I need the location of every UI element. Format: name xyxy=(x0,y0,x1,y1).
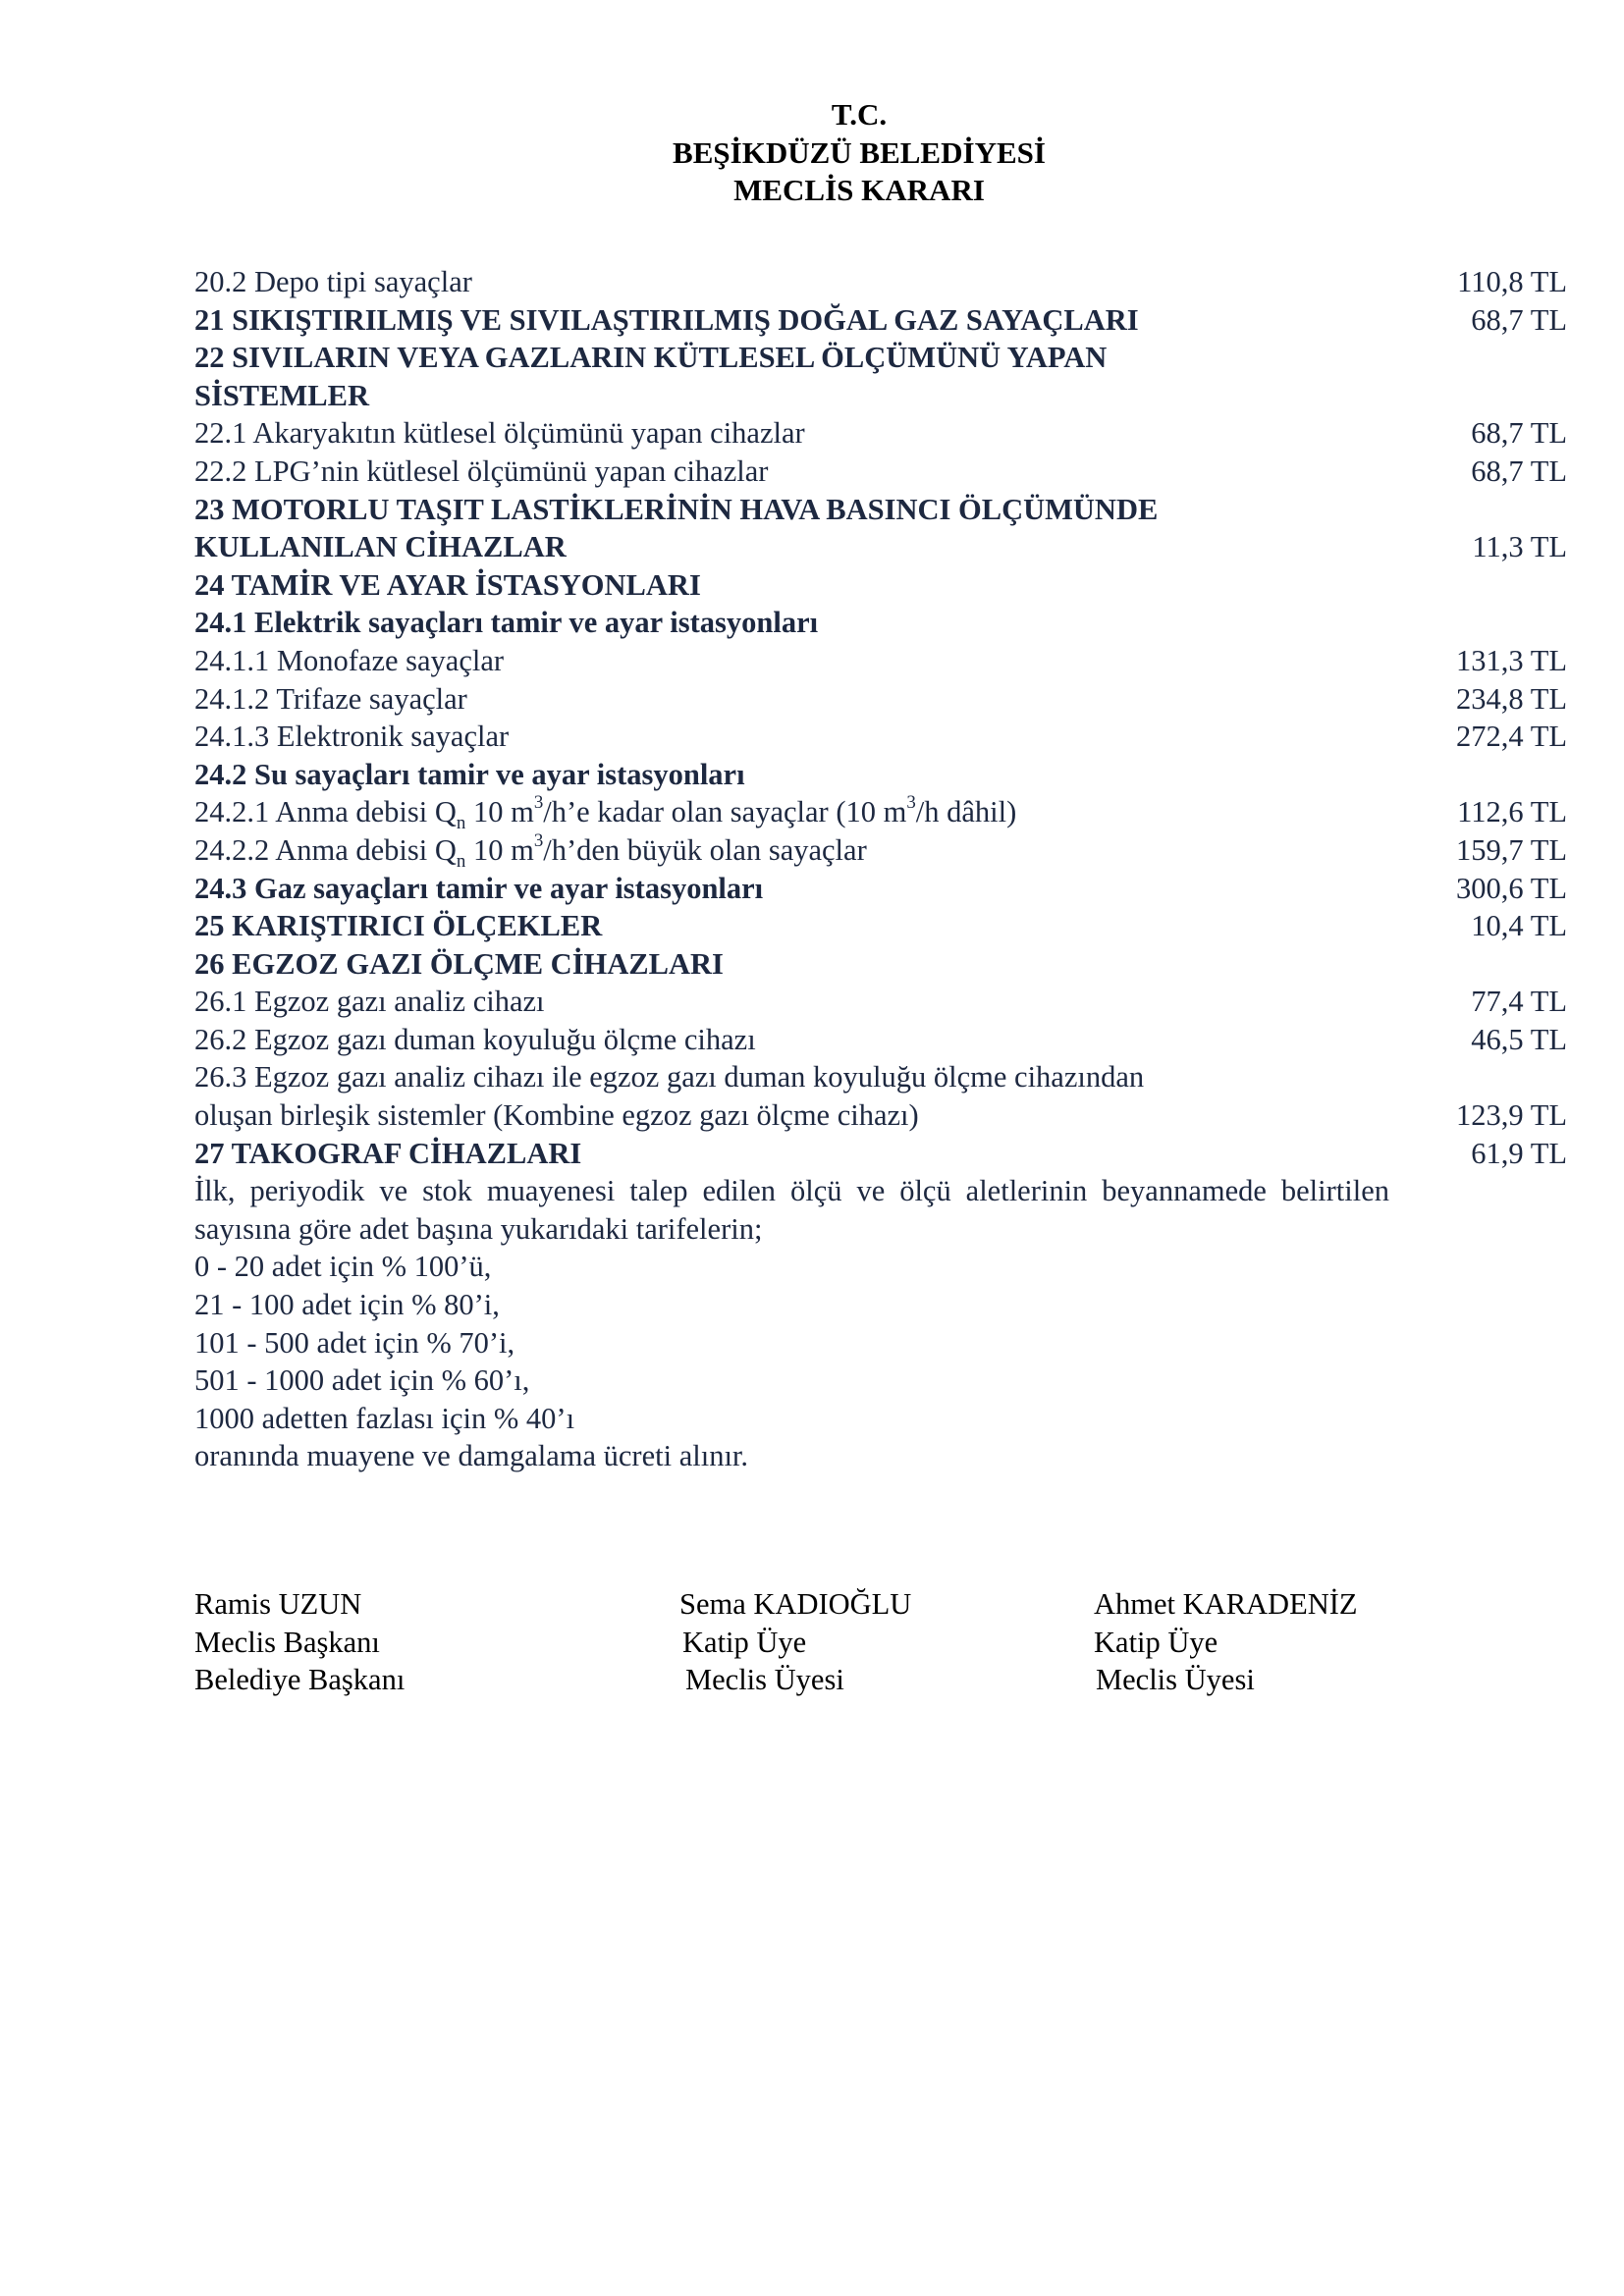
closing-line: oranında muayene ve damgalama ücreti alınır. xyxy=(194,1439,749,1473)
tariff-label: 26.2 Egzoz gazı duman koyuluğu ölçme cihazı xyxy=(194,1022,756,1056)
label-part: n xyxy=(456,851,466,872)
tariff-label: 24.1.2 Trifaze sayaçlar xyxy=(194,681,467,716)
signatory-role: Meclis Üyesi xyxy=(1096,1663,1255,1697)
label-part: /h dâhil) xyxy=(915,795,1017,829)
tariff-price: 68,7 TL xyxy=(1471,416,1567,451)
tariff-row xyxy=(194,263,1567,301)
label-part: 24.2.1 Anma debisi Q xyxy=(194,795,457,829)
label-part: 3 xyxy=(533,829,544,851)
header-tc: T.C. xyxy=(831,97,888,132)
tariff-row xyxy=(194,642,1567,680)
tariff-row xyxy=(194,680,1567,719)
header-council-decision: MECLİS KARARI xyxy=(733,173,985,207)
discount-tier: 1000 adetten fazlası için % 40’ı xyxy=(194,1401,575,1435)
tariff-row xyxy=(194,870,1567,908)
tariff-label: 24.2 Su sayaçları tamir ve ayar istasyonları xyxy=(194,757,745,791)
tariff-price: 159,7 TL xyxy=(1456,832,1567,867)
tariff-label: SİSTEMLER xyxy=(194,378,369,412)
document-header xyxy=(0,96,1624,210)
tariff-row xyxy=(194,983,1567,1021)
tariff-price: 77,4 TL xyxy=(1471,985,1567,1019)
label-part: /h’den büyük olan sayaçlar xyxy=(543,832,867,867)
tariff-label: 22.1 Akaryakıtın kütlesel ölçümünü yapan cihazlar xyxy=(194,416,805,451)
label-part: 10 m xyxy=(465,795,534,829)
tariff-row xyxy=(194,907,1567,945)
discount-tier: 101 - 500 adet için % 70’i, xyxy=(194,1325,515,1360)
tariff-price: 123,9 TL xyxy=(1456,1098,1567,1133)
signatory-name: Sema KADIOĞLU xyxy=(679,1587,912,1621)
tariff-price: 131,3 TL xyxy=(1456,643,1567,677)
tariff-label: 24.1.3 Elektronik sayaçlar xyxy=(194,720,510,754)
discount-tier: 501 - 1000 adet için % 60’ı, xyxy=(194,1363,530,1398)
discount-tier: 0 - 20 adet için % 100’ü, xyxy=(194,1250,492,1284)
tariff-row xyxy=(194,1058,1567,1096)
tariff-label: 24.1.1 Monofaze sayaçlar xyxy=(194,643,505,677)
tariff-price: 300,6 TL xyxy=(1456,871,1567,905)
tariff-row xyxy=(194,566,1567,605)
tariff-label: 27 TAKOGRAF CİHAZLARI xyxy=(194,1136,582,1170)
tariff-row xyxy=(194,453,1567,491)
signatory-role: Katip Üye xyxy=(1094,1625,1218,1659)
label-part: 3 xyxy=(906,792,916,814)
tariff-label: 21 SIKIŞTIRILMIŞ VE SIVILAŞTIRILMIŞ DOĞAL GAZ SAYAÇLARI xyxy=(194,302,1139,337)
tariff-row xyxy=(194,792,1567,834)
tariff-price: 68,7 TL xyxy=(1471,454,1567,488)
tariff-price: 272,4 TL xyxy=(1456,720,1567,754)
tariff-price: 112,6 TL xyxy=(1457,795,1567,829)
tariff-label: oluşan birleşik sistemler (Kombine egzoz gazı ölçme cihazı) xyxy=(194,1098,919,1133)
tariff-row xyxy=(194,604,1567,642)
label-part: 10 m xyxy=(465,832,534,867)
discount-tier: 21 - 100 adet için % 80’i, xyxy=(194,1288,500,1322)
tariff-row xyxy=(194,1021,1567,1059)
tariff-price: 68,7 TL xyxy=(1471,302,1567,337)
tariff-label: 23 MOTORLU TAŞIT LASTİKLERİNİN HAVA BASINCI ÖLÇÜMÜNDE xyxy=(194,492,1159,526)
tariff-label: 26.1 Egzoz gazı analiz cihazı xyxy=(194,985,545,1019)
tariff-row xyxy=(194,718,1567,756)
tariff-list xyxy=(194,263,1567,1475)
tariff-row xyxy=(194,301,1567,340)
signatory-name: Ramis UZUN xyxy=(194,1587,362,1621)
label-part: /h’e kadar olan sayaçlar (10 m xyxy=(543,795,907,829)
tariff-label: 26 EGZOZ GAZI ÖLÇME CİHAZLARI xyxy=(194,946,724,981)
tariff-label: KULLANILAN CİHAZLAR xyxy=(194,530,567,564)
tariff-label: 20.2 Depo tipi sayaçlar xyxy=(194,265,472,298)
tariff-label: 26.3 Egzoz gazı analiz cihazı ile egzoz gazı duman koyuluğu ölçme cihazından xyxy=(194,1060,1145,1095)
label-part: n xyxy=(456,813,466,834)
tariff-label xyxy=(194,831,867,870)
tariff-row xyxy=(194,377,1567,415)
signatory-1 xyxy=(194,1585,405,1699)
tariff-price: 11,3 TL xyxy=(1472,530,1567,564)
tariff-row xyxy=(194,339,1567,377)
tariff-price: 10,4 TL xyxy=(1471,909,1567,943)
tariff-row xyxy=(194,756,1567,794)
tariff-price: 234,8 TL xyxy=(1456,681,1567,716)
tariff-row xyxy=(194,945,1567,984)
tariff-row xyxy=(194,1096,1567,1135)
signatory-role: Meclis Başkanı xyxy=(194,1625,380,1659)
tariff-label: 22 SIVILARIN VEYA GAZLARIN KÜTLESEL ÖLÇÜMÜNÜ YAPAN xyxy=(194,341,1108,375)
paragraph-text: İlk, periyodik ve stok muayenesi talep edilen ölçü ve ölçü aletlerinin beyannamede belirtilen sayısına göre adet başına yukarıdaki tarifelerin; xyxy=(194,1174,1389,1246)
signatory-role: Katip Üye xyxy=(682,1625,807,1659)
tariff-price: 46,5 TL xyxy=(1471,1022,1567,1056)
signatory-2 xyxy=(679,1585,911,1699)
tariff-label: 24.1 Elektrik sayaçları tamir ve ayar istasyonları xyxy=(194,606,819,640)
tariff-label: 25 KARIŞTIRICI ÖLÇEKLER xyxy=(194,909,603,943)
tariff-label: 24 TAMİR VE AYAR İSTASYONLARI xyxy=(194,567,701,602)
signatory-role: Belediye Başkanı xyxy=(194,1663,406,1697)
tariff-row xyxy=(194,831,1567,870)
tariff-row xyxy=(194,491,1567,529)
tariff-label: 24.3 Gaz sayaçları tamir ve ayar istasyonları xyxy=(194,871,764,905)
signatory-name: Ahmet KARADENİZ xyxy=(1094,1587,1358,1621)
header-municipality: BEŞİKDÜZÜ BELEDİYESİ xyxy=(673,134,1046,170)
label-part: 3 xyxy=(533,792,544,814)
signatory-role: Meclis Üyesi xyxy=(685,1663,844,1697)
tariff-row xyxy=(194,1135,1567,1173)
discount-paragraph xyxy=(194,1172,1389,1248)
label-part: 24.2.2 Anma debisi Q xyxy=(194,832,457,867)
tariff-label: 22.2 LPG’nin kütlesel ölçümünü yapan cihazlar xyxy=(194,454,769,488)
tariff-label xyxy=(194,792,1017,834)
tariff-row xyxy=(194,414,1567,453)
tariff-price: 61,9 TL xyxy=(1471,1136,1567,1170)
tariff-row xyxy=(194,528,1567,566)
tariff-price: 110,8 TL xyxy=(1457,265,1567,298)
signatory-3 xyxy=(1094,1585,1358,1699)
